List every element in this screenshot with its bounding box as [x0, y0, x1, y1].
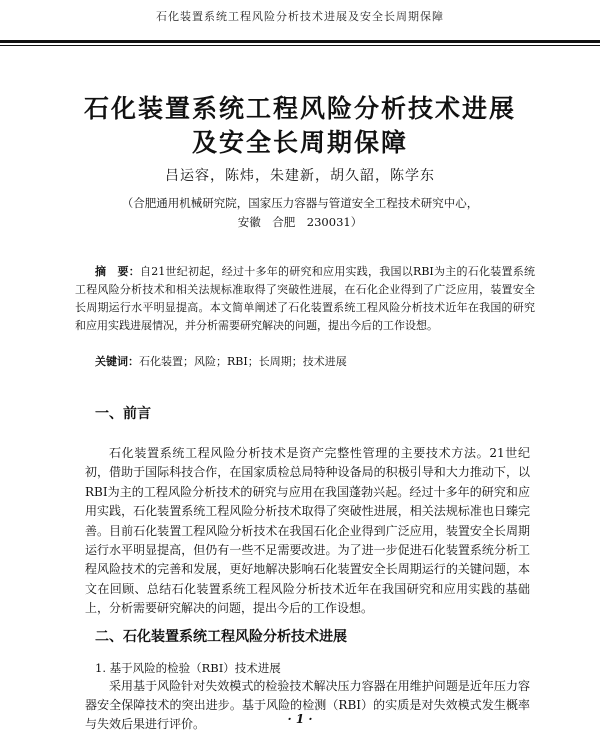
subsection-heading: 1. 基于风险的检验（RBI）技术进展	[95, 661, 281, 675]
authors: 吕运容，陈炜，朱建新，胡久韶，陈学东	[165, 168, 435, 184]
paper-title	[40, 92, 560, 160]
section-2-heading: 二、石化装置系统工程风险分析技术进展	[95, 629, 347, 645]
keywords-text: 石化装置；风险；RBI；长周期；技术进展	[139, 355, 347, 368]
header-rule-thin	[0, 45, 600, 46]
header-rule	[0, 40, 600, 43]
section-1-heading: 一、前言	[95, 406, 151, 422]
abstract-text: 自21世纪初起，经过十多年的研究和应用实践，我国以RBI为主的石化装置系统工程风险分析技术和相关法规标准取得了突破性进展，在石化企业得到了广泛应用，装置安全长周期运行水平明显提高。本文简单阐述了石化装置系统工程风险分析技术近年在我国的研究和应用实践进展情况，并分析需要研究解决的问题，提出今后的工作设想。	[75, 265, 535, 332]
affiliation-line-2: 安徽 合肥 230031）	[237, 215, 363, 229]
abstract	[75, 263, 535, 335]
affiliation-line-1: （合肥通用机械研究院，国家压力容器与管道安全工程技术研究中心，	[121, 196, 479, 210]
subsection-paragraph: 采用基于风险针对失效模式的检验技术解决压力容器在用维护问题是近年压力容器安全保障技术的突出进步。基于风险的检测（RBI）的实质是对失效模式发生概率与失效后果进行评价。	[85, 679, 530, 731]
title-line-1: 石化装置系统工程风险分析技术进展	[83, 94, 516, 123]
section-1-paragraph: 石化装置系统工程风险分析技术是资产完整性管理的主要技术方法。21世纪初，借助于国际科技合作，在国家质检总局特种设备局的积极引导和大力推动下，以RBI为主的工程风险分析技术的研究与应用在我国蓬勃兴起。经过十多年的研究和应用实践，石化装置系统工程风险分析技术取得了突破性进展，相关法规标准也日臻完善。目前石化装置工程风险分析技术在我国石化企业得到广泛应用，装置安全长周期运行水平明显提高，但仍有一些不足需要改进。为了进一步促进石化装置系统分析工程风险技术的完善和发展，更好地解决影响石化装置安全长周期运行的关键问题，本文在回顾、总结石化装置系统工程风险分析技术近年在我国研究和应用实践的基础上，分析需要研究解决的问题，提出今后的工作设想。	[85, 446, 530, 616]
title-line-2: 及安全长周期保障	[191, 128, 408, 157]
keywords-label: 关键词：	[95, 355, 139, 368]
page-number: · 1 ·	[270, 712, 330, 726]
keywords	[95, 353, 535, 369]
abstract-label: 摘 要：	[95, 265, 141, 278]
running-header: 石化装置系统工程风险分析技术进展及安全长周期保障	[156, 10, 444, 23]
